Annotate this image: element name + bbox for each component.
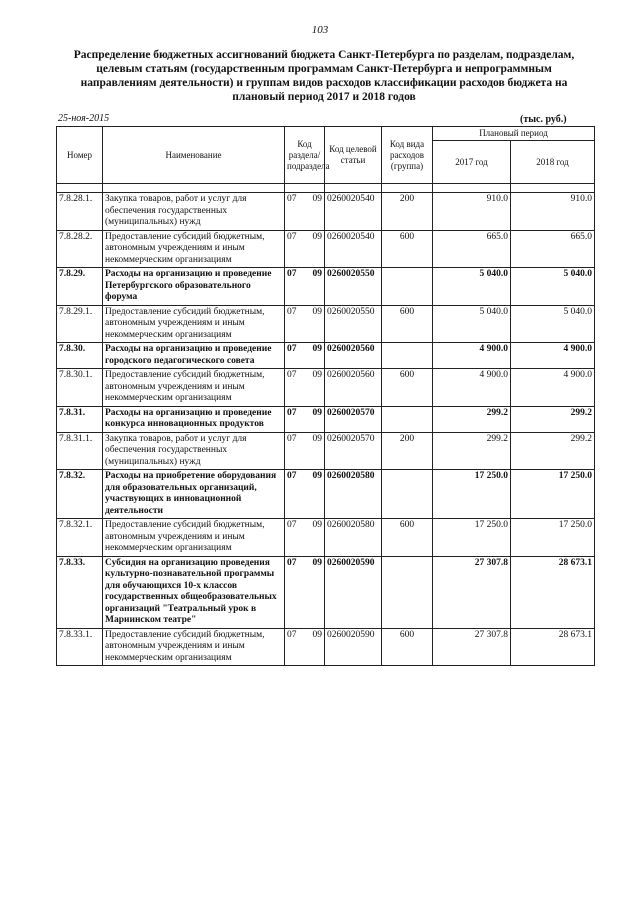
- header-target-code: Код целевой статьи: [325, 127, 382, 184]
- row-section-code: [285, 556, 325, 628]
- row-amount-2018: 910.0: [511, 193, 595, 231]
- section-code: 07: [287, 370, 297, 380]
- row-section-code: [285, 268, 325, 306]
- row-kind-code: 600: [382, 519, 433, 557]
- section-code: 07: [287, 471, 297, 481]
- row-name: Предоставление субсидий бюджетным, автономным учреждениям и иным некоммерческим организациям: [103, 369, 285, 407]
- section-code: 07: [287, 433, 297, 444]
- section-code: 07: [287, 520, 297, 530]
- row-amount-2017: 17 250.0: [433, 470, 511, 519]
- row-amount-2018: 299.2: [511, 432, 595, 470]
- row-name: Расходы на организацию и проведение конкурса инновационных продуктов: [103, 406, 285, 432]
- row-section-code: [285, 305, 325, 343]
- header-number: Номер: [57, 127, 103, 184]
- row-amount-2017: 299.2: [433, 406, 511, 432]
- subsection-code: 09: [312, 433, 322, 444]
- row-amount-2018: 4 900.0: [511, 343, 595, 369]
- header-section-code: Код раздела/ подраздела: [285, 127, 325, 184]
- subsection-code: 09: [312, 269, 322, 279]
- row-amount-2017: 5 040.0: [433, 305, 511, 343]
- row-section-code: [285, 470, 325, 519]
- row-kind-code: 200: [382, 432, 433, 470]
- table-row: [57, 519, 595, 557]
- subsection-code: 09: [312, 370, 322, 380]
- document-date: 25-ноя-2015: [58, 113, 110, 124]
- subsection-code: 09: [312, 194, 322, 204]
- row-section-code: [285, 230, 325, 268]
- header-year-2018: 2018 год: [511, 141, 595, 184]
- row-amount-2017: 299.2: [433, 432, 511, 470]
- row-number: 7.8.30.: [57, 343, 103, 369]
- row-amount-2018: 28 673.1: [511, 628, 595, 666]
- row-amount-2018: 28 673.1: [511, 556, 595, 628]
- row-section-code: [285, 432, 325, 470]
- table-row: [57, 432, 595, 470]
- row-name: Предоставление субсидий бюджетным, автономным учреждениям и иным некоммерческим организациям: [103, 305, 285, 343]
- row-kind-code: [382, 268, 433, 306]
- header-year-2017: 2017 год: [433, 141, 511, 184]
- subsection-code: 09: [312, 231, 322, 242]
- row-number: 7.8.33.: [57, 556, 103, 628]
- header-kind-code: Код вида расходов (группа): [382, 127, 433, 184]
- table-row: [57, 470, 595, 519]
- row-name: Расходы на организацию и проведение городского педагогического совета: [103, 343, 285, 369]
- row-section-code: [285, 369, 325, 407]
- row-name: Закупка товаров, работ и услуг для обеспечения государственных (муниципальных) нужд: [103, 432, 285, 470]
- table-row: [57, 230, 595, 268]
- row-kind-code: 600: [382, 230, 433, 268]
- row-section-code: [285, 406, 325, 432]
- section-code: 07: [287, 194, 297, 204]
- row-name: Закупка товаров, работ и услуг для обеспечения государственных (муниципальных) нужд: [103, 193, 285, 231]
- row-target-code: 0260020570: [325, 432, 382, 470]
- row-amount-2018: 299.2: [511, 406, 595, 432]
- row-name: Предоставление субсидий бюджетным, автономным учреждениям и иным некоммерческим организациям: [103, 230, 285, 268]
- section-code: 07: [287, 407, 297, 418]
- row-kind-code: 600: [382, 305, 433, 343]
- header-name: Наименование: [103, 127, 285, 184]
- row-amount-2018: 17 250.0: [511, 470, 595, 519]
- row-amount-2018: 665.0: [511, 230, 595, 268]
- subsection-code: 09: [312, 520, 322, 530]
- section-code: 07: [287, 629, 297, 640]
- table-body: [57, 184, 595, 666]
- row-kind-code: [382, 470, 433, 519]
- row-target-code: 0260020580: [325, 519, 382, 557]
- row-name: Субсидия на организацию проведения культурно-познавательной программы для обучающихся 10-х классов государственных общеобразовательных организаций "Театральный урок в Мариинском театре": [103, 556, 285, 628]
- row-section-code: [285, 628, 325, 666]
- page-number: 103: [311, 24, 329, 36]
- row-amount-2017: 910.0: [433, 193, 511, 231]
- row-amount-2017: 27 307.8: [433, 628, 511, 666]
- table-row: [57, 406, 595, 432]
- section-code: 07: [287, 231, 297, 242]
- table-row: [57, 369, 595, 407]
- row-amount-2018: 4 900.0: [511, 369, 595, 407]
- row-number: 7.8.28.1.: [57, 193, 103, 231]
- row-number: 7.8.28.2.: [57, 230, 103, 268]
- table-row: [57, 305, 595, 343]
- row-target-code: 0260020560: [325, 369, 382, 407]
- row-target-code: 0260020540: [325, 230, 382, 268]
- row-number: 7.8.30.1.: [57, 369, 103, 407]
- row-target-code: 0260020570: [325, 406, 382, 432]
- table-row: [57, 556, 595, 628]
- subsection-code: 09: [312, 557, 322, 568]
- row-target-code: 0260020580: [325, 470, 382, 519]
- row-number: 7.8.31.: [57, 406, 103, 432]
- row-number: 7.8.33.1.: [57, 628, 103, 666]
- row-section-code: [285, 343, 325, 369]
- row-kind-code: 200: [382, 193, 433, 231]
- row-number: 7.8.29.: [57, 268, 103, 306]
- table-row: [57, 628, 595, 666]
- row-section-code: [285, 193, 325, 231]
- row-target-code: 0260020540: [325, 193, 382, 231]
- row-amount-2017: 17 250.0: [433, 519, 511, 557]
- row-section-code: [285, 519, 325, 557]
- section-code: 07: [287, 344, 297, 354]
- row-amount-2017: 5 040.0: [433, 268, 511, 306]
- row-name: Расходы на организацию и проведение Петербургского образовательного форума: [103, 268, 285, 306]
- subsection-code: 09: [312, 306, 322, 317]
- row-kind-code: [382, 556, 433, 628]
- row-number: 7.8.32.1.: [57, 519, 103, 557]
- row-amount-2018: 5 040.0: [511, 305, 595, 343]
- document-title: Распределение бюджетных ассигнований бюджета Санкт-Петербурга по разделам, подразделам, целевым статьям (государственным программам Санкт-Петербурга и непрограммным направлениям деятельности) и группам видов расходов классификации расходов бюджета на плановый период 2017 и 2018 годов: [73, 49, 575, 103]
- row-kind-code: [382, 406, 433, 432]
- section-code: 07: [287, 269, 297, 279]
- row-amount-2018: 5 040.0: [511, 268, 595, 306]
- budget-table: [56, 126, 595, 666]
- table-row: [57, 343, 595, 369]
- section-code: 07: [287, 306, 297, 317]
- row-amount-2017: 665.0: [433, 230, 511, 268]
- subsection-code: 09: [312, 344, 322, 354]
- row-kind-code: 600: [382, 369, 433, 407]
- row-target-code: 0260020550: [325, 268, 382, 306]
- subsection-code: 09: [312, 471, 322, 481]
- row-kind-code: [382, 343, 433, 369]
- row-amount-2017: 27 307.8: [433, 556, 511, 628]
- row-name: Предоставление субсидий бюджетным, автономным учреждениям и иным некоммерческим организациям: [103, 628, 285, 666]
- row-name: Предоставление субсидий бюджетным, автономным учреждениям и иным некоммерческим организациям: [103, 519, 285, 557]
- row-target-code: 0260020550: [325, 305, 382, 343]
- table-row: [57, 268, 595, 306]
- row-amount-2017: 4 900.0: [433, 369, 511, 407]
- row-number: 7.8.31.1.: [57, 432, 103, 470]
- row-number: 7.8.29.1.: [57, 305, 103, 343]
- header-planned-period: Плановый период: [433, 127, 595, 141]
- row-name: Расходы на приобретение оборудования для образовательных организаций, участвующих в инновационной деятельности: [103, 470, 285, 519]
- subsection-code: 09: [312, 407, 322, 418]
- row-amount-2017: 4 900.0: [433, 343, 511, 369]
- row-target-code: 0260020590: [325, 628, 382, 666]
- table-row: [57, 193, 595, 231]
- row-target-code: 0260020560: [325, 343, 382, 369]
- subsection-code: 09: [312, 629, 322, 640]
- row-number: 7.8.32.: [57, 470, 103, 519]
- section-code: 07: [287, 557, 297, 568]
- row-target-code: 0260020590: [325, 556, 382, 628]
- row-amount-2018: 17 250.0: [511, 519, 595, 557]
- units-label: (тыс. руб.): [520, 114, 567, 125]
- row-kind-code: 600: [382, 628, 433, 666]
